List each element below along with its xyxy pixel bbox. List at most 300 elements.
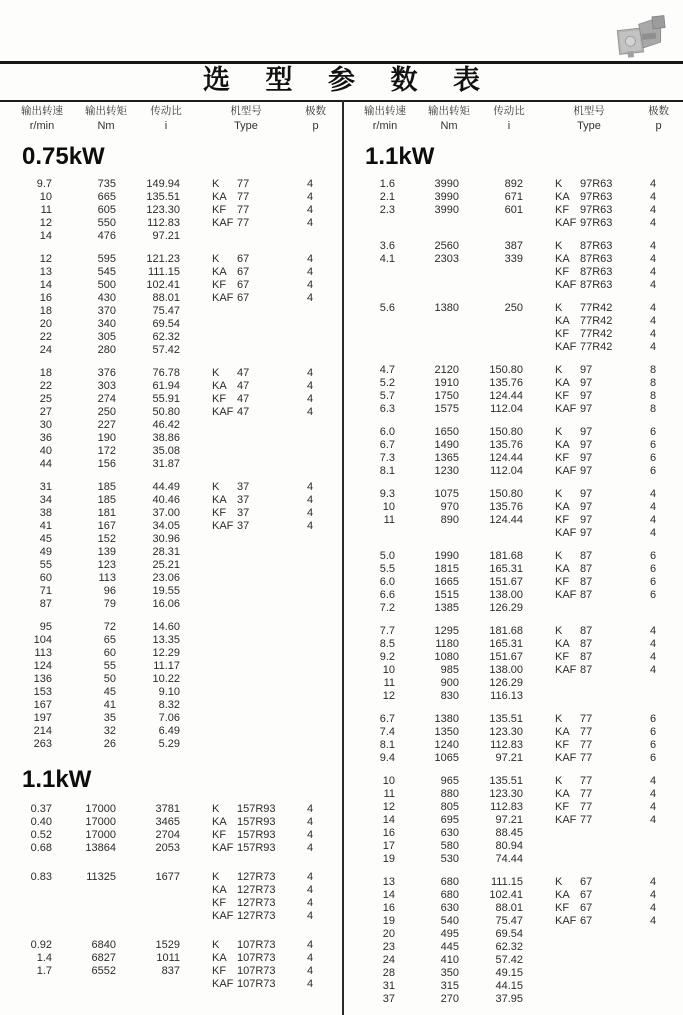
ratio-value: 74.44: [495, 853, 523, 865]
header-torque-unit: Nm: [440, 120, 458, 132]
data-column-right: [343, 140, 683, 1015]
table-row: [0, 686, 341, 699]
torque-value: 1380: [434, 713, 459, 725]
speed-value: 16: [39, 292, 52, 304]
table-row: [343, 625, 683, 638]
header-poles-zh: 极数: [648, 105, 669, 117]
type-prefix: KF: [555, 739, 570, 751]
torque-value: 595: [97, 253, 116, 265]
power-section: [0, 767, 341, 991]
poles-value: 4: [649, 527, 657, 539]
type-model: 67: [237, 266, 250, 278]
type-prefix: [186, 686, 237, 699]
torque-value: 410: [440, 954, 459, 966]
torque-value: 630: [440, 902, 459, 914]
table-row: [0, 910, 341, 923]
torque-value: 185: [97, 481, 116, 493]
speed-value: 5.7: [379, 390, 395, 402]
speed-value: 6.7: [379, 713, 395, 725]
table-row: [343, 827, 683, 840]
type-model: [237, 318, 293, 331]
poles-value: 4: [649, 902, 657, 914]
torque-value: 181: [97, 507, 116, 519]
type-model: 157R93: [237, 803, 276, 815]
table-row: [0, 344, 341, 357]
speed-value: [351, 315, 399, 328]
poles-value: 4: [649, 876, 657, 888]
poles-value: 4: [306, 897, 314, 909]
torque-value: 1815: [434, 563, 459, 575]
speed-value: 14: [39, 230, 52, 242]
speed-value: 10: [382, 664, 395, 676]
ratio-value: 69.54: [495, 928, 523, 940]
poles-value: 6: [649, 589, 657, 601]
type-model: 77: [237, 178, 250, 190]
type-model: [237, 686, 293, 699]
speed-value: 6.7: [379, 439, 395, 451]
ratio-value: 9.10: [158, 686, 180, 698]
torque-value: 1240: [434, 739, 459, 751]
speed-value: 9.3: [379, 488, 395, 500]
type-prefix: KF: [555, 801, 570, 813]
table-row: [0, 699, 341, 712]
poles-value: [293, 546, 327, 559]
ratio-value: 124.44: [489, 514, 523, 526]
torque-value: 680: [440, 876, 459, 888]
type-model: 37: [237, 507, 250, 519]
table-row: [0, 520, 341, 533]
ratio-value: [463, 217, 529, 230]
speed-value: 7.3: [379, 452, 395, 464]
speed-value: [8, 897, 56, 910]
type-prefix: K: [555, 625, 563, 637]
type-prefix: K: [555, 302, 563, 314]
type-model: 97: [580, 501, 593, 513]
poles-value: 4: [306, 939, 314, 951]
ratio-value: 111.15: [147, 266, 180, 278]
table-row: [0, 481, 341, 494]
ratio-value: 3781: [155, 803, 180, 815]
speed-value: 9.7: [36, 178, 52, 190]
type-prefix: KF: [555, 514, 570, 526]
speed-value: 71: [39, 585, 52, 597]
poles-value: [293, 725, 327, 738]
poles-value: [293, 230, 327, 243]
gearmotor-photo: [612, 14, 672, 60]
type-model: 97: [580, 364, 593, 376]
ratio-value: [463, 328, 529, 341]
ratio-value: 62.32: [495, 941, 523, 953]
poles-value: [293, 673, 327, 686]
type-model: 77: [580, 713, 593, 725]
poles-value: 4: [306, 884, 314, 896]
poles-value: [636, 827, 670, 840]
type-prefix: KA: [212, 884, 227, 896]
torque-value: 26: [103, 738, 116, 750]
speed-value: 31: [39, 481, 52, 493]
header-poles: [296, 104, 335, 138]
ratio-value: 57.42: [495, 954, 523, 966]
speed-value: 197: [33, 712, 52, 724]
speed-value: [351, 527, 399, 540]
poles-value: [293, 585, 327, 598]
table-row: [343, 439, 683, 452]
type-model: 47: [237, 367, 250, 379]
speed-value: 5.6: [379, 302, 395, 314]
type-prefix: [186, 318, 237, 331]
table-row: [343, 602, 683, 615]
torque-value: 190: [97, 432, 116, 444]
type-prefix: [186, 725, 237, 738]
speed-value: 37: [382, 993, 395, 1005]
torque-value: 305: [97, 331, 116, 343]
type-prefix: KF: [555, 651, 570, 663]
table-row: [343, 752, 683, 765]
table-row: [343, 178, 683, 191]
type-prefix: KF: [555, 576, 570, 588]
ratio-value: 126.29: [489, 602, 523, 614]
row-group: [343, 240, 683, 292]
torque-value: 55: [103, 660, 116, 672]
torque-value: 1350: [434, 726, 459, 738]
header-ratio-unit: i: [507, 120, 511, 132]
table-row: [0, 266, 341, 279]
ratio-value: 135.76: [489, 439, 523, 451]
torque-value: 580: [440, 840, 459, 852]
ratio-value: 10.22: [152, 673, 180, 685]
table-row: [343, 690, 683, 703]
row-group: [0, 481, 341, 611]
ratio-value: 44.15: [495, 980, 523, 992]
type-prefix: K: [555, 488, 563, 500]
type-prefix: KAF: [555, 341, 577, 353]
table-row: [0, 621, 341, 634]
torque-value: 1180: [435, 638, 459, 650]
type-prefix: K: [555, 240, 563, 252]
ratio-value: 37.00: [152, 507, 180, 519]
table-row: [0, 406, 341, 419]
poles-value: 4: [306, 279, 314, 291]
type-model: 157R93: [237, 816, 276, 828]
torque-value: 3990: [434, 191, 459, 203]
speed-value: 60: [39, 572, 52, 584]
type-prefix: K: [555, 426, 563, 438]
table-row: [343, 302, 683, 315]
ratio-value: 116.13: [490, 690, 523, 702]
table-header-left: [0, 104, 343, 138]
poles-value: [293, 559, 327, 572]
type-model: 67: [237, 279, 250, 291]
type-prefix: KF: [212, 897, 227, 909]
row-group: [343, 178, 683, 230]
type-prefix: K: [212, 367, 220, 379]
type-model: 87R63: [580, 240, 613, 252]
ratio-value: 123.30: [146, 204, 180, 216]
type-model: 67: [580, 889, 593, 901]
speed-value: 30: [39, 419, 52, 431]
poles-value: [293, 533, 327, 546]
ratio-value: 135.51: [146, 191, 180, 203]
type-prefix: KF: [555, 328, 570, 340]
torque-value: 805: [440, 801, 459, 813]
ratio-value: 112.83: [147, 217, 180, 229]
header-torque-unit: Nm: [97, 120, 115, 132]
torque-value: 476: [97, 230, 116, 242]
type-model: 87R63: [580, 253, 613, 265]
poles-value: 4: [649, 302, 657, 314]
type-model: [237, 546, 293, 559]
speed-value: 12: [382, 801, 395, 813]
poles-value: [293, 647, 327, 660]
type-prefix: K: [555, 550, 563, 562]
table-row: [343, 191, 683, 204]
torque-value: 665: [97, 191, 116, 203]
torque-value: 1385: [434, 602, 459, 614]
ratio-value: 61.94: [152, 380, 180, 392]
row-group: [0, 178, 341, 243]
type-model: [237, 725, 293, 738]
table-row: [0, 253, 341, 266]
poles-value: 4: [306, 871, 314, 883]
type-model: [580, 993, 636, 1006]
type-model: [237, 305, 293, 318]
speed-value: 18: [39, 305, 52, 317]
torque-value: 123: [97, 559, 116, 571]
speed-value: 25: [39, 393, 52, 405]
poles-value: [293, 305, 327, 318]
header-torque: [419, 104, 479, 138]
type-prefix: [186, 445, 237, 458]
ratio-value: 135.76: [489, 501, 523, 513]
speed-value: [8, 978, 56, 991]
torque-value: 430: [97, 292, 116, 304]
header-type-zh: 机型号: [573, 105, 605, 117]
speed-value: 0.37: [30, 803, 52, 815]
ratio-value: 121.23: [146, 253, 180, 265]
table-row: [0, 884, 341, 897]
torque-value: [399, 328, 463, 341]
poles-value: [636, 853, 670, 866]
table-row: [0, 897, 341, 910]
type-model: [580, 840, 636, 853]
type-model: 127R73: [237, 897, 276, 909]
row-group: [343, 713, 683, 765]
table-row: [343, 876, 683, 889]
ratio-value: 69.54: [152, 318, 180, 330]
ratio-value: 123.30: [489, 726, 523, 738]
speed-value: [351, 328, 399, 341]
type-prefix: [529, 827, 580, 840]
header-speed-zh: 输出转速: [364, 105, 406, 117]
torque-value: 830: [440, 690, 459, 702]
table-row: [343, 902, 683, 915]
ratio-value: 112.83: [490, 739, 523, 751]
type-prefix: [529, 967, 580, 980]
type-prefix: KA: [555, 439, 570, 451]
type-prefix: [529, 941, 580, 954]
speed-value: 45: [39, 533, 52, 545]
table-row: [343, 217, 683, 230]
ratio-value: 25.21: [152, 559, 180, 571]
torque-value: 270: [440, 993, 459, 1005]
type-prefix: KF: [212, 829, 227, 841]
ratio-value: 5.29: [158, 738, 180, 750]
speed-value: 3.6: [379, 240, 395, 252]
speed-value: 11: [383, 677, 395, 689]
type-prefix: [186, 738, 237, 751]
poles-value: 6: [649, 726, 657, 738]
type-prefix: KA: [212, 380, 227, 392]
poles-value: 4: [306, 178, 314, 190]
table-row: [0, 533, 341, 546]
ratio-value: 8.32: [158, 699, 180, 711]
type-model: 77R42: [580, 341, 613, 353]
torque-value: 50: [103, 673, 116, 685]
torque-value: 1665: [434, 576, 459, 588]
table-row: [0, 204, 341, 217]
table-row: [343, 915, 683, 928]
header-ratio: [479, 104, 539, 138]
torque-value: 41: [103, 699, 116, 711]
poles-value: 4: [306, 380, 314, 392]
type-model: 77: [580, 775, 593, 787]
speed-value: 31: [382, 980, 395, 992]
ratio-value: 7.06: [158, 712, 180, 724]
ratio-value: 30.96: [152, 533, 180, 545]
poles-value: [293, 699, 327, 712]
type-model: [580, 677, 636, 690]
ratio-value: 123.30: [489, 788, 523, 800]
torque-value: 45: [103, 686, 116, 698]
ratio-value: 138.00: [489, 589, 523, 601]
header-torque-zh: 输出转矩: [428, 105, 470, 117]
table-row: [343, 739, 683, 752]
speed-value: 12: [382, 690, 395, 702]
type-model: 77R42: [580, 328, 613, 340]
torque-value: 680: [440, 889, 459, 901]
table-row: [0, 978, 341, 991]
type-prefix: K: [212, 178, 220, 190]
table-row: [343, 426, 683, 439]
speed-value: 22: [39, 380, 52, 392]
type-prefix: KA: [555, 638, 570, 650]
type-prefix: KF: [212, 393, 227, 405]
ratio-value: 46.42: [152, 419, 180, 431]
table-row: [343, 801, 683, 814]
type-prefix: KA: [212, 191, 227, 203]
type-prefix: KA: [555, 563, 570, 575]
torque-value: 2303: [434, 253, 459, 265]
ratio-value: 135.51: [489, 713, 523, 725]
ratio-value: 112.83: [490, 801, 523, 813]
poles-value: 6: [649, 452, 657, 464]
type-model: [237, 621, 293, 634]
torque-value: 17000: [85, 803, 116, 815]
type-model: [237, 533, 293, 546]
type-prefix: K: [212, 939, 220, 951]
ratio-value: [463, 315, 529, 328]
ratio-value: [120, 897, 186, 910]
poles-value: 4: [649, 915, 657, 927]
type-model: 107R73: [237, 978, 276, 990]
ratio-value: 11.17: [153, 660, 180, 672]
type-model: 97: [580, 439, 593, 451]
table-row: [0, 432, 341, 445]
speed-value: 4.1: [379, 253, 395, 265]
type-prefix: KAF: [555, 527, 577, 539]
poles-value: 6: [649, 426, 657, 438]
type-model: [237, 660, 293, 673]
poles-value: [636, 993, 670, 1006]
table-row: [343, 390, 683, 403]
ratio-value: 149.94: [146, 178, 180, 190]
torque-value: 1990: [434, 550, 459, 562]
poles-value: 4: [649, 217, 657, 229]
poles-value: 4: [306, 253, 314, 265]
speed-value: 10: [39, 191, 52, 203]
table-row: [0, 292, 341, 305]
ratio-value: 1011: [156, 952, 180, 964]
type-model: [580, 967, 636, 980]
type-prefix: K: [212, 871, 220, 883]
power-heading: 0.75kW: [22, 143, 105, 170]
torque-value: 350: [440, 967, 459, 979]
type-prefix: K: [555, 775, 563, 787]
poles-value: 4: [649, 664, 657, 676]
torque-value: 280: [97, 344, 116, 356]
poles-value: 4: [649, 279, 657, 291]
ratio-value: [463, 279, 529, 292]
header-type-zh: 机型号: [230, 105, 262, 117]
type-prefix: [529, 677, 580, 690]
type-model: [580, 690, 636, 703]
poles-value: [636, 980, 670, 993]
ratio-value: 112.04: [490, 465, 523, 477]
table-row: [0, 585, 341, 598]
type-prefix: [186, 572, 237, 585]
torque-value: 2560: [434, 240, 459, 252]
type-prefix: KA: [212, 494, 227, 506]
type-prefix: KA: [555, 253, 570, 265]
ratio-value: 124.44: [489, 390, 523, 402]
speed-value: 34: [39, 494, 52, 506]
type-model: 97: [580, 390, 593, 402]
torque-value: 167: [97, 520, 116, 532]
torque-value: 445: [440, 941, 459, 953]
torque-value: 13864: [85, 842, 116, 854]
table-row: [343, 713, 683, 726]
speed-value: [8, 910, 56, 923]
type-prefix: [186, 230, 237, 243]
torque-value: [399, 315, 463, 328]
header-ratio-zh: 传动比: [150, 105, 182, 117]
ratio-value: 75.47: [495, 915, 523, 927]
type-prefix: [186, 673, 237, 686]
ratio-value: 40.46: [152, 494, 180, 506]
torque-value: 545: [97, 266, 116, 278]
type-prefix: KF: [212, 204, 227, 216]
type-prefix: K: [212, 481, 220, 493]
torque-value: 32: [103, 725, 116, 737]
speed-value: 136: [33, 673, 52, 685]
ratio-value: 151.67: [489, 576, 523, 588]
poles-value: 4: [649, 341, 657, 353]
speed-value: 6.0: [379, 576, 395, 588]
speed-value: [351, 217, 399, 230]
type-model: [237, 445, 293, 458]
speed-value: 10: [382, 501, 395, 513]
type-model: 127R73: [237, 910, 276, 922]
